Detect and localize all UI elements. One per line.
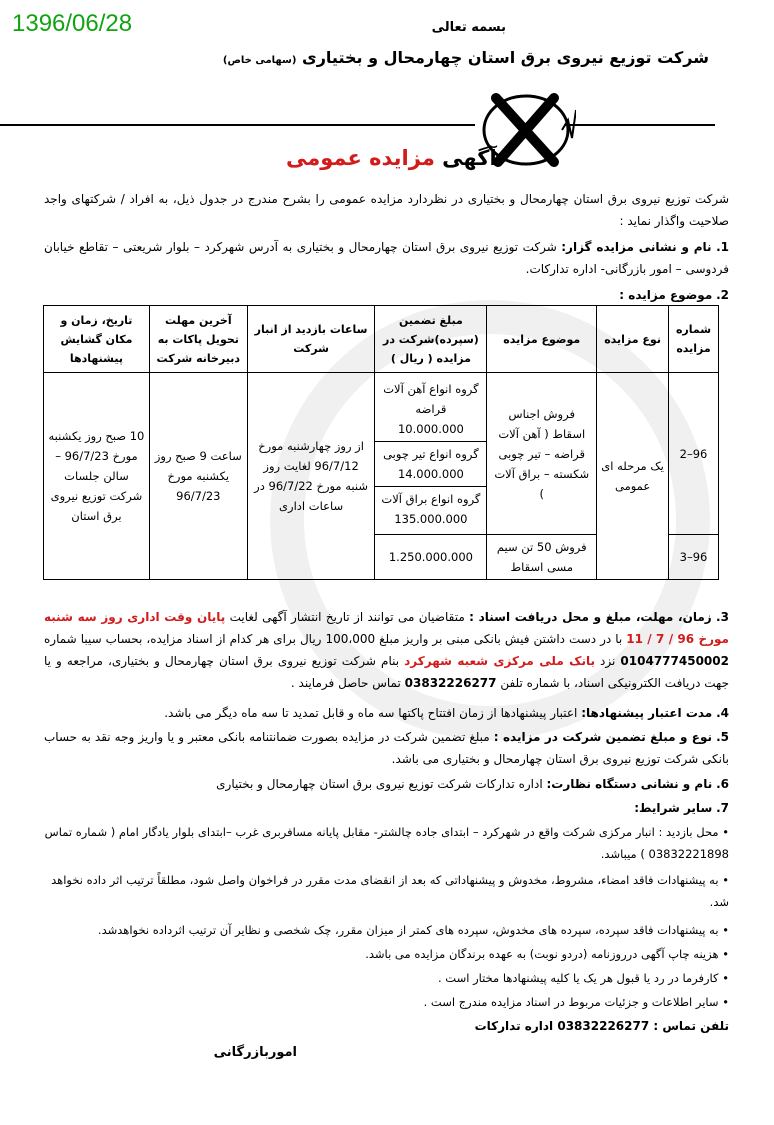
company-name [223,48,709,67]
table-header-row [44,306,719,373]
item-1 [44,236,729,280]
list-item: • محل بازدید : انبار مرکزی شرکت واقع در شهرکرد – ابتدای جاده چالشتر- مقابل پایانه مسافربری غرب –ابتدای بلوار یادگار امام ( شماره تماس 03832221898 ) میباشد. [44,825,729,861]
bullet-text: به پیشنهادات فاقد امضاء، مشروط، مخدوش و پیشنهاداتی که بعد از انقضای مدت مقرر در فراخوان واصل شود، مطلقاً ترتیب اثر داده نخواهد شد. [51,873,729,909]
row-visit-hours: از روز چهارشنبه مورخ 96/7/12 لغایت روز شنبه مورخ 96/7/22 در ساعات اداری [247,373,375,580]
bank-name: بانک ملی مرکزی شعبه شهرکرد [404,654,595,668]
table-row [44,373,719,535]
item-3-deadline: پایان وقت اداری روز سه شنبه مورخ 96 / 7 / 11 [44,610,729,646]
auction-table [43,305,719,580]
item-6 [44,773,729,795]
guarantee-item [375,377,486,442]
item-3-label: زمان، مهلت، مبلغ و محل دریافت اسناد : [469,610,712,624]
company-title: شرکت توزیع نیروی برق استان چهارمحال و بختیاری [302,48,709,67]
list-item: • به پیشنهادات فاقد سپرده، سپرده های مخدوش، سپرده های کمتر از میزان مقرر، چک شخصی و نظایر آن ترتیب اثرداده نخواهدشد. [97,923,729,937]
item-3-text-b: با در دست داشتن فیش بانکی مبنی بر واریز مبلغ 100،000 ریال برای هر کدام از اسناد مزایده، بحساب سیبا شماره [44,632,623,646]
account-number: 0104777450002 [620,654,729,668]
bullet-text: هزینه چاپ آگهی درروزنامه (دردو نوبت) به عهده برندگان مزایده می باشد. [365,947,719,961]
notice-title [286,146,497,170]
item-4-text: اعتبار پیشنهادها از زمان افتتاح پاکتها سه ماه و قابل تمدید تا سه ماه دیگر می باشد. [164,706,578,720]
item-3-text-c: نزد [600,654,616,668]
item-4-number: 4. [716,706,729,720]
bullet-text: به پیشنهادات فاقد سپرده، سپرده های مخدوش، سپرده های کمتر از میزان مقرر، چک شخصی و نظایر آن ترتیب اثرداده نخواهدشد. [97,923,719,937]
item-2 [44,284,729,306]
item-6-label: نام و نشانی دستگاه نظارت: [546,777,713,791]
list-item: • کارفرما در رد یا قبول هر یک یا کلیه پیشنهادها مختار است . [438,971,729,985]
guarantee-amount: 14.000.000 [397,466,464,481]
title-part2: مزایده عمومی [286,146,435,170]
row2-guarantee: 1.250.000.000 [375,535,487,580]
guarantee-group: گروه انواع تیر چوبی [383,446,479,461]
company-type: (سهامی خاص) [222,55,297,66]
header-rule-right [565,124,715,126]
guarantee-amount: 10.000.000 [397,421,464,436]
item-4 [44,702,729,724]
list-item: • هزینه چاپ آگهی درروزنامه (دردو نوبت) به عهده برندگان مزایده می باشد. [365,947,729,961]
guarantee-group: گروه انواع براق آلات [381,491,481,506]
item-1-text: شرکت توزیع نیروی برق استان چهارمحال و بختیاری به آدرس شهرکرد – بلوار شریعتی – تقاطع خیابان فردوسی – امور بازرگانی- اداره تدارکات. [44,240,729,276]
row1-guarantees [375,373,487,535]
list-item: • سایر اطلاعات و جزئیات مربوط در اسناد مزایده مندرج است . [423,995,729,1009]
item-2-number: 2. [716,288,729,302]
item-6-text: اداره تدارکات شرکت توزیع نیروی برق استان چهارمحال و بختیاری [216,777,543,791]
header-auction-number: شماره مزایده [669,306,719,373]
bismillah-heading: بسمه تعالی [431,20,506,35]
row1-number: 96–2 [669,373,719,535]
item-2-label: موضوع مزایده : [619,288,713,302]
header-visit-hours: ساعات بازدید از انبار شرکت [247,306,375,373]
item-3-number: 3. [716,610,729,624]
item-3-phone: 03832226277 [404,676,497,690]
bullet-text: سایر اطلاعات و جزئیات مربوط در اسناد مزایده مندرج است . [423,995,719,1009]
item-7-label: سایر شرایط: [634,801,713,815]
row2-subject: فروش 50 تن سیم مسی اسقاط [487,535,597,580]
header-guarantee: مبلغ تضمین (سپرده)شرکت در مزایده ( ریال ) [375,306,487,373]
item-4-label: مدت اعتبار پیشنهادها: [581,706,713,720]
row2-number: 96–3 [669,535,719,580]
guarantee-item [375,442,486,487]
item-7-number: 7. [716,801,729,815]
guarantee-item [375,487,486,531]
guarantee-amount: 135.000.000 [394,511,468,526]
title-part1: آگهی [442,146,497,170]
row1-subject: فروش اجناس اسقاط ( آهن آلات قراضه – تیر چوبی شکسته – براق آلات ) [487,373,597,535]
row-opening: 10 صبح روز یکشنبه مورخ 96/7/23 – سالن جلسات شرکت توزیع نیروی برق استان [44,373,150,580]
intro-paragraph: شرکت توزیع نیروی برق استان چهارمحال و بختیاری در نظردارد مزایده عمومی را بشرح مندرج در جدول ذیل، به افراد / شرکتهای واجد صلاحیت واگذار نماید : [44,192,729,228]
item-1-number: 1. [716,240,729,254]
guarantee-group: گروه انواع آهن آلات قراضه [383,381,479,416]
item-6-number: 6. [716,777,729,791]
row1-type: یک مرحله ای عمومی [597,373,669,580]
item-3-text-d: بنام شرکت توزیع نیروی برق استان چهارمحال و بختیاری، مراجعه و یا جهت دریافت الکترونیکی اسناد، با شماره تلفن [44,654,729,690]
header-rule-left [0,124,475,126]
header-auction-type: نوع مزایده [597,306,669,373]
item-5-label: نوع و مبلغ تضمین شرکت در مزایده : [493,730,713,744]
item-5-number: 5. [716,730,729,744]
bullet-text: کارفرما در رد یا قبول هر یک یا کلیه پیشنهادها مختار است . [438,971,719,985]
item-5-text: مبلغ تضمین شرکت در مزایده بصورت ضمانتنامه بانکی معتبر و یا واریز وجه نقد به حساب بانکی شرکت توزیع نیروی برق استان چهارمحال و بختیاری می باشد. [44,730,729,766]
item-3-text-a: متقاضیان می توانند از تاریخ انتشار آگهی لغایت [229,610,465,624]
bullet-text: محل بازدید : انبار مرکزی شرکت واقع در شهرکرد – ابتدای جاده چالشتر- مقابل پایانه مسافربری غرب –ابتدای بلوار یادگار امام ( شماره تماس 03832221898 ) میباشد. [44,825,729,861]
bullet-list [29,821,729,1037]
header-opening: تاریخ، زمان و مکان گشایش پیشنهادها [44,306,150,373]
publish-date: 1396/06/28 [12,10,133,37]
signature: اموربازرگانی [213,1045,297,1060]
item-3 [44,606,729,694]
header-auction-subject: موضوع مزایده [487,306,597,373]
item-1-label: نام و نشانی مزایده گزار: [561,240,712,254]
header-deadline: آخرین مهلت تحویل پاکات به دبیرخانه شرکت [149,306,247,373]
item-7 [44,797,729,819]
item-5 [44,726,729,770]
list-item: • به پیشنهادات فاقد امضاء، مشروط، مخدوش و پیشنهاداتی که بعد از انقضای مدت مقرر در فراخوان واصل شود، مطلقاً ترتیب اثر داده نخواهد شد. [51,873,729,909]
item-3-text-e: تماس حاصل فرمایند . [290,676,401,690]
row-deadline: ساعت 9 صبح روز یکشنبه مورخ 96/7/23 [149,373,247,580]
contact-line: تلفن تماس : 03832226277 اداره تدارکات [474,1019,729,1033]
